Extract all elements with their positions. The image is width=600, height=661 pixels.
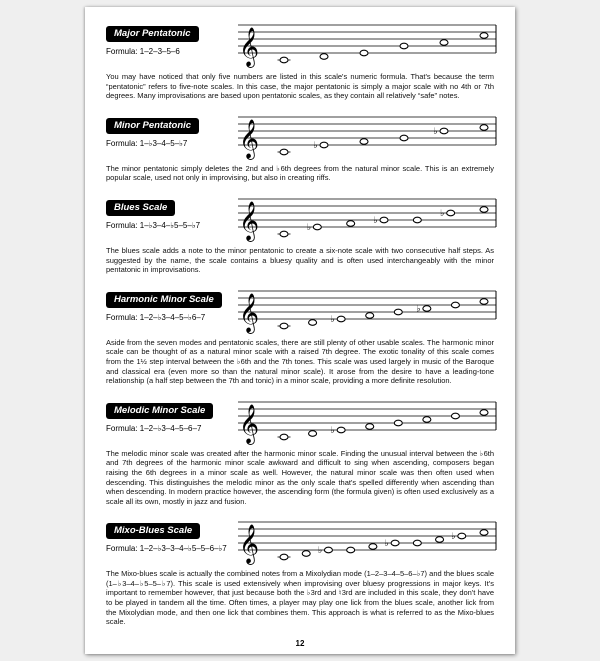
whole-note xyxy=(320,54,328,60)
whole-note xyxy=(324,547,332,553)
scale-description: The blues scale adds a note to the minor pentatonic to create a six-note scale with two consecutive half steps. As suggested by the name, the scale contains a bluesy quality and is often used interchangeably with the minor pentatonic in improvisations. xyxy=(106,245,494,275)
flat-accidental-icon: ♭ xyxy=(306,222,312,233)
treble-clef-icon: 𝄞 xyxy=(239,27,260,67)
scale-header-column xyxy=(106,394,234,433)
staff-notation xyxy=(236,514,498,566)
scale-formula: Formula: 1–2–♭3–4–5–6–7 xyxy=(106,423,202,433)
book-page xyxy=(85,7,515,654)
whole-note xyxy=(480,298,488,304)
treble-clef-icon: 𝄞 xyxy=(239,200,260,241)
staff-notation xyxy=(236,191,498,243)
scale-formula: Formula: 1–♭3–4–♭5–5–♭7 xyxy=(106,220,201,230)
scale-header-column xyxy=(106,109,234,148)
flat-accidental-icon: ♭ xyxy=(416,304,421,315)
whole-note xyxy=(366,423,374,429)
whole-note xyxy=(480,530,488,536)
whole-note xyxy=(280,231,288,237)
whole-note xyxy=(380,217,388,223)
scale-description: The melodic minor scale was created after the harmonic minor scale. Finding the unusual interval between the ♭6th and 7th degrees of the harmonic minor scale awkward and difficult to sing when ascending, composers began raising the 6th degrees in a minor scale as well. However, the natural minor scale was then often used when descending. This distinguishes the melodic minor as the only scale that's spelled differently when ascending than when descending. In modern practice however, the ascending form (the formula given) is often used exclusively as a scale all its own, mostly in jazz and fusion. xyxy=(106,448,494,506)
scale-title-box xyxy=(106,403,213,419)
scale-header-column xyxy=(106,191,234,230)
whole-note xyxy=(394,420,402,426)
scale-description: You may have noticed that only five numbers are listed in this scale's numeric formula. That's because the term “pentatonic” refers to five-note scales. In this case, the major pentatonic is simply a major scale with no 4th or 7th degrees. Many improvisations are based upon pentatonic scales, as they contain all relatively “safe” notes. xyxy=(106,72,494,101)
scale-section xyxy=(106,17,494,101)
whole-note xyxy=(280,149,288,155)
whole-note xyxy=(451,302,459,308)
scale-description: The minor pentatonic simply deletes the 2nd and ♭6th degrees from the natural minor scale. This is an extremely popular scale, used not only in improvising, but also in creating riffs. xyxy=(106,163,494,183)
whole-note xyxy=(458,533,466,539)
treble-clef-icon: 𝄞 xyxy=(239,118,260,159)
scale-header-row xyxy=(106,394,494,446)
sections xyxy=(106,17,494,635)
flat-accidental-icon: ♭ xyxy=(451,532,456,543)
whole-note xyxy=(413,217,421,223)
whole-note xyxy=(400,135,408,141)
staff-notation xyxy=(236,394,498,446)
scale-title-box xyxy=(106,118,199,134)
scale-header-column xyxy=(106,514,234,553)
whole-note xyxy=(347,221,355,227)
scale-section xyxy=(106,109,494,183)
scale-formula: Formula: 1–2–♭3–3–4–♭5–5–6–♭7 xyxy=(106,544,227,554)
whole-note xyxy=(423,416,431,422)
whole-note xyxy=(436,537,444,543)
whole-note xyxy=(480,124,488,130)
treble-clef-icon: 𝄞 xyxy=(239,292,260,333)
whole-note xyxy=(480,33,488,39)
scale-title-box xyxy=(106,200,175,216)
scale-title: Harmonic Minor Scale xyxy=(114,293,214,305)
whole-note xyxy=(337,316,345,322)
whole-note xyxy=(280,554,288,560)
whole-note xyxy=(309,430,317,436)
whole-note xyxy=(413,540,421,546)
scale-title-box xyxy=(106,26,199,42)
scale-description: The Mixo-blues scale is actually the combined notes from a Mixolydian mode (1–2–3–4–5–6–♭7) and the blues scale (1–♭3–4–♭5–5–♭7). This scale is used extensively when improvising over bluesy progressions in major keys. It's important to remember however, that just because both the ♭3rd and ♮3rd are included in this scale, they don't have to be played in tandem all the time. Often times, a player may play one lick from the blues scale, another lick from the Mixolydian mode, and then one lick that combines them. This approach is what is referred to as the Mixo-blues scale. xyxy=(106,569,494,627)
whole-note xyxy=(423,305,431,311)
whole-note xyxy=(309,319,317,325)
whole-note xyxy=(302,551,310,557)
whole-note xyxy=(391,540,399,546)
scale-title: Major Pentatonic xyxy=(114,28,191,39)
page-number: 12 xyxy=(295,638,305,648)
scale-header-row xyxy=(106,109,494,161)
scale-title: Mixo-Blues Scale xyxy=(114,525,193,537)
whole-note xyxy=(366,312,374,318)
scale-header-column xyxy=(106,283,234,322)
scale-formula: Formula: 1–2–♭3–4–5–♭6–7 xyxy=(106,312,206,322)
flat-accidental-icon: ♭ xyxy=(433,126,438,137)
staff-notation xyxy=(236,109,498,161)
scale-section xyxy=(106,283,494,386)
flat-accidental-icon: ♭ xyxy=(317,546,323,557)
whole-note xyxy=(451,413,459,419)
whole-note xyxy=(280,434,288,440)
whole-note xyxy=(320,142,328,148)
scale-formula: Formula: 1–2–3–5–6 xyxy=(106,47,180,56)
whole-note xyxy=(447,210,455,216)
flat-accidental-icon: ♭ xyxy=(313,140,318,151)
staff-notation xyxy=(236,283,498,335)
flat-accidental-icon: ♭ xyxy=(330,425,335,436)
scale-header-row xyxy=(106,191,494,243)
whole-note xyxy=(440,128,448,134)
scale-title-box xyxy=(106,523,200,539)
whole-note xyxy=(347,547,355,553)
scale-header-row xyxy=(106,283,494,335)
scale-title: Minor Pentatonic xyxy=(114,119,192,131)
whole-note xyxy=(313,224,321,230)
whole-note xyxy=(394,309,402,315)
scale-title: Melodic Minor Scale xyxy=(114,404,206,416)
scale-section xyxy=(106,394,494,507)
treble-clef-icon: 𝄞 xyxy=(239,524,260,565)
whole-note xyxy=(360,138,368,144)
whole-note xyxy=(280,57,288,63)
scale-section xyxy=(106,191,494,275)
flat-accidental-icon: ♭ xyxy=(330,314,335,325)
scale-title: Blues Scale xyxy=(114,201,168,213)
scale-description: Aside from the seven modes and pentatonic scales, there are still plenty of other usable scales. The harmonic minor scale can be thought of as a natural minor scale with a raised 7th degree. The exotic tonality of this scale comes from the 1½ step interval between the ♭6th and the 7th tones. This scale was used largely in music of the Baroque and classical era (even more so than the natural minor scale). It arose from the desire to have a leading-tone relationship (a half step between the 7th and tonic) in a minor scale, providing a more definite resolution. xyxy=(106,337,494,386)
flat-accidental-icon: ♭ xyxy=(373,215,378,226)
flat-accidental-icon: ♭ xyxy=(384,539,389,550)
scale-title-box xyxy=(106,292,222,308)
scale-formula: Formula: 1–♭3–4–5–♭7 xyxy=(106,138,188,148)
scale-header-row xyxy=(106,514,494,566)
staff-notation xyxy=(236,17,498,69)
whole-note xyxy=(337,427,345,433)
whole-note xyxy=(360,50,368,56)
whole-note xyxy=(400,43,408,49)
whole-note xyxy=(280,323,288,329)
whole-note xyxy=(480,409,488,415)
scale-section xyxy=(106,514,494,627)
flat-accidental-icon: ♭ xyxy=(440,208,445,219)
treble-clef-icon: 𝄞 xyxy=(239,403,260,444)
scale-header-column xyxy=(106,17,234,56)
scale-header-row xyxy=(106,17,494,69)
whole-note xyxy=(480,207,488,213)
whole-note xyxy=(440,40,448,46)
whole-note xyxy=(369,544,377,550)
